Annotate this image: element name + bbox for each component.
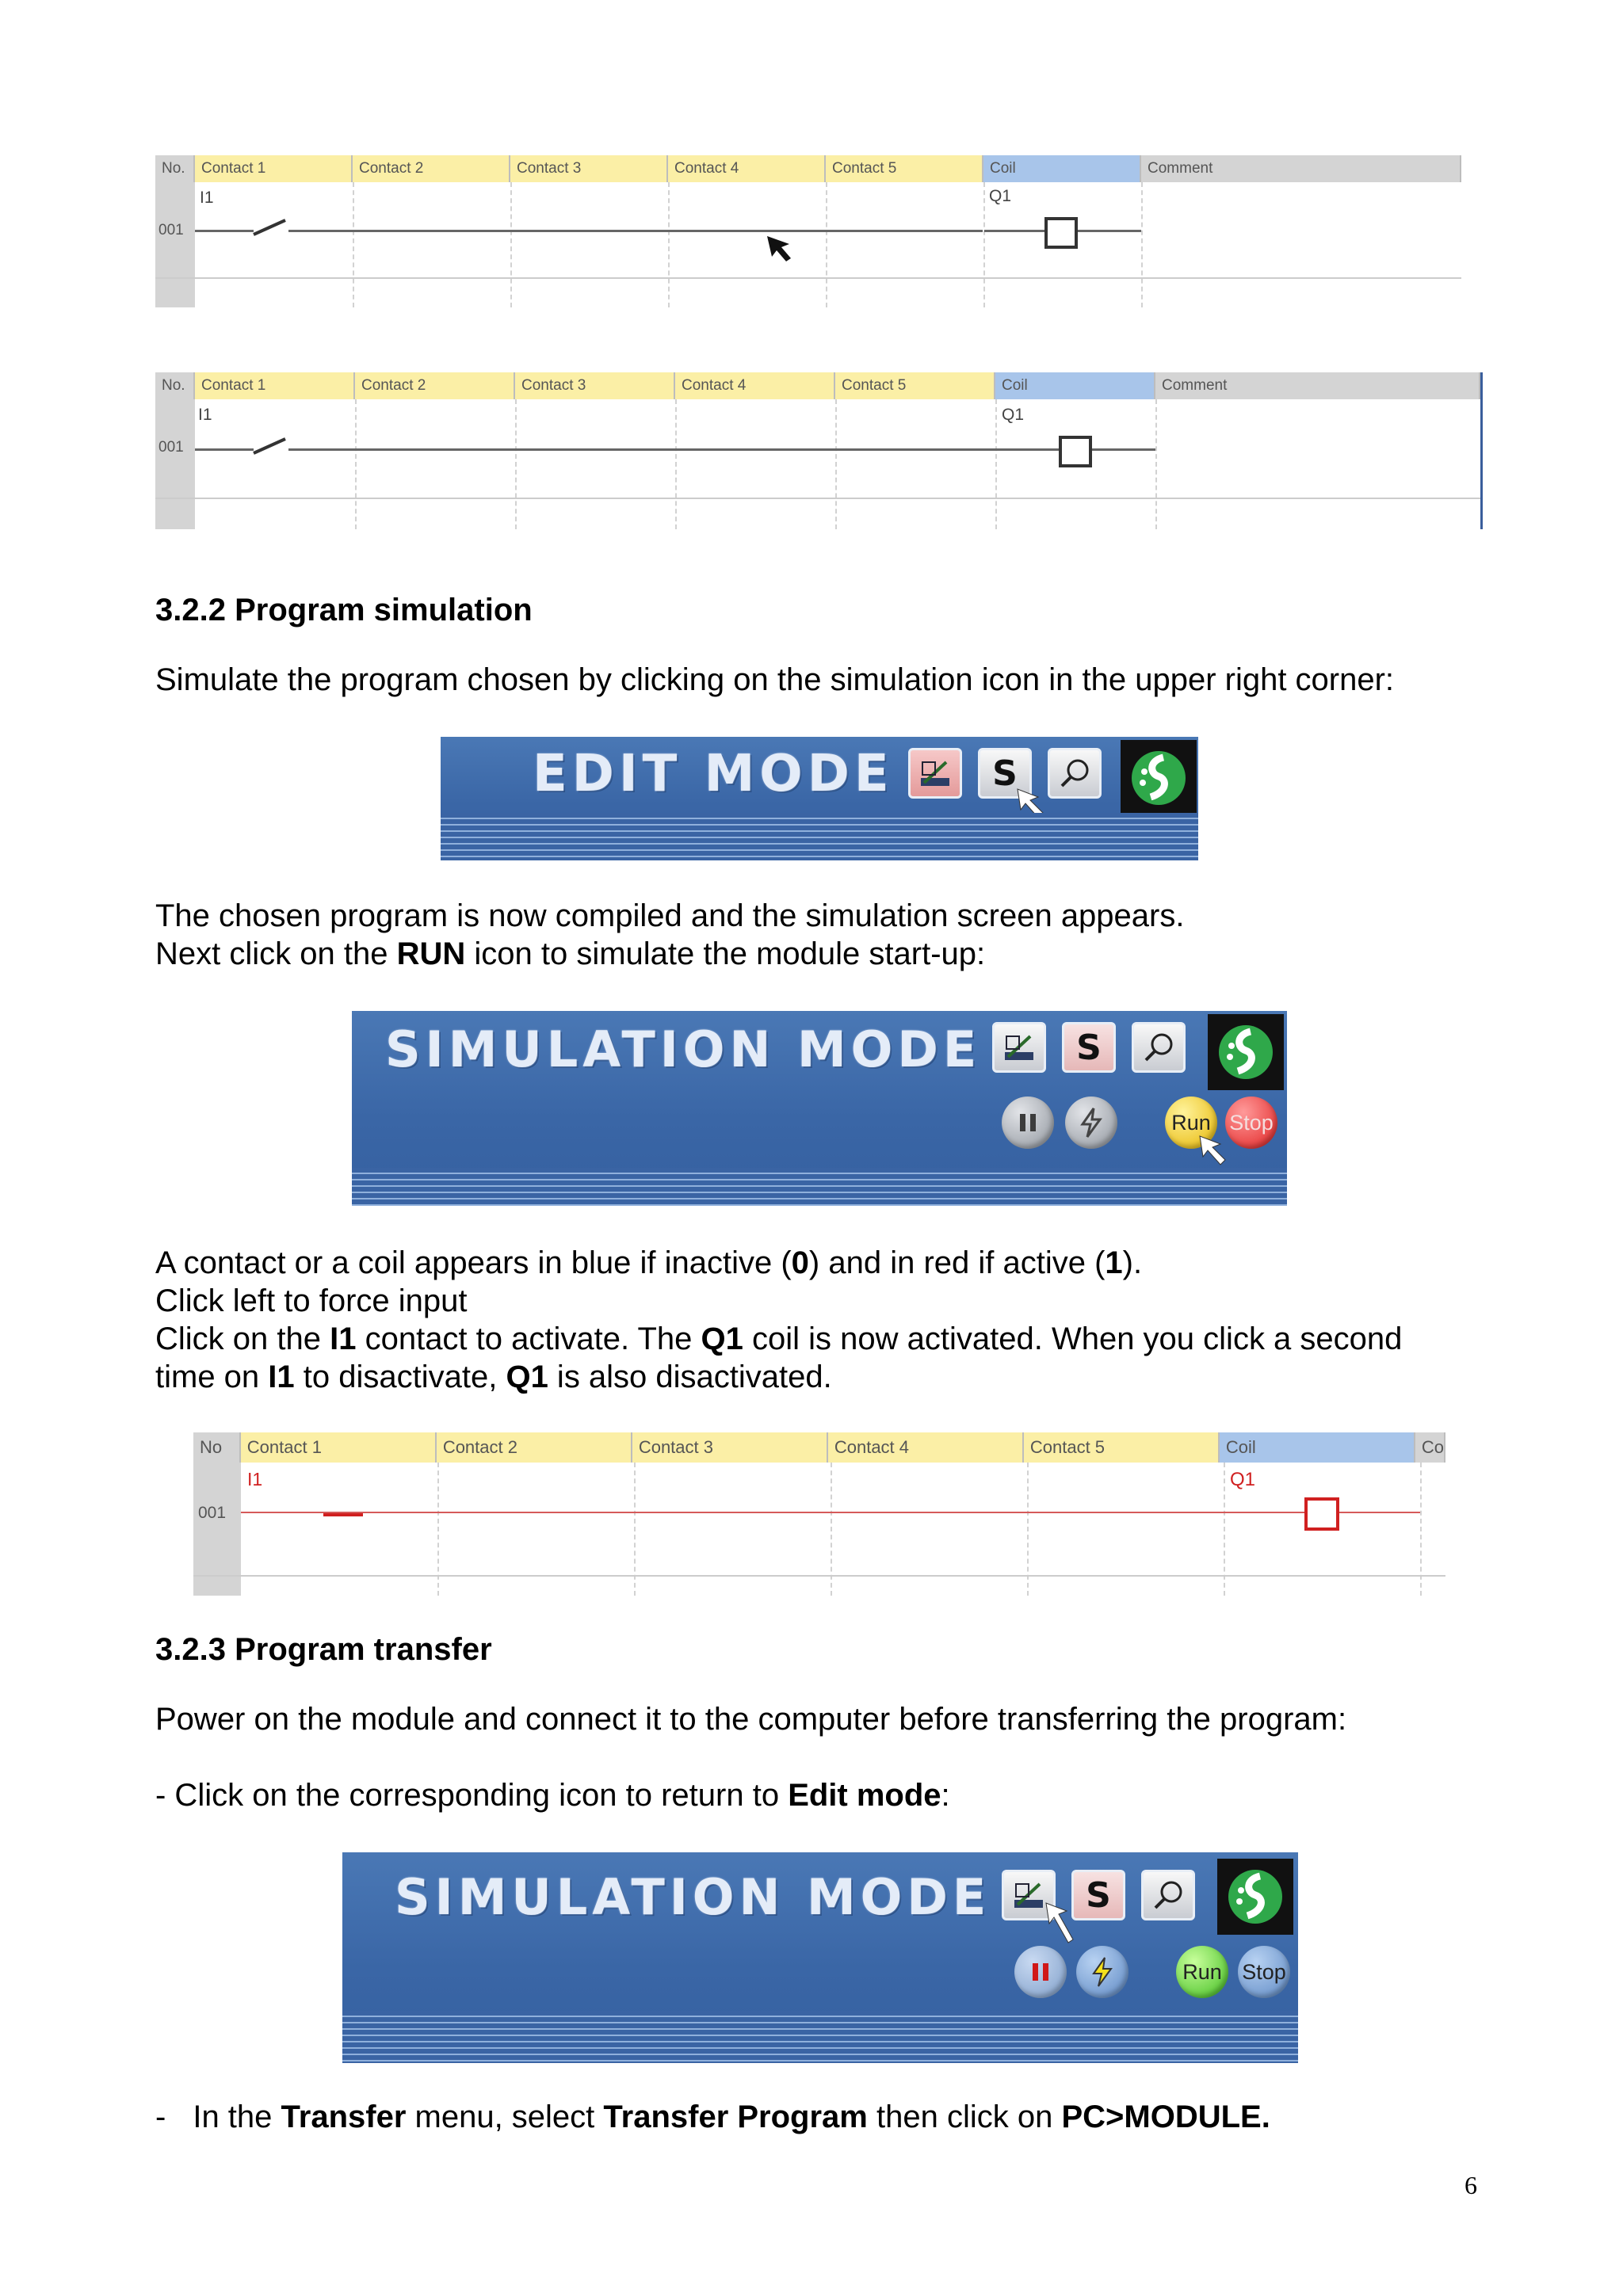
header-comment: Comment [1141,155,1461,182]
coil-symbol[interactable] [1304,1497,1339,1531]
crouzet-logo-icon [1127,746,1190,810]
simulation-icon: S [992,753,1018,794]
open-contact-icon[interactable] [252,436,288,456]
header-contact-1: Contact 1 [195,155,353,182]
crouzet-logo-icon [1214,1020,1277,1084]
simulation-button[interactable] [1062,1022,1116,1073]
edit-mode-button[interactable] [908,748,962,799]
header-no: No. [155,155,195,182]
simulation-icon: S [1086,1875,1111,1916]
header-contact-3: Contact 3 [515,372,675,399]
edit-mode-icon [1011,1879,1046,1911]
power-button[interactable] [1076,1946,1128,1998]
simulation-icon: S [1076,1027,1102,1068]
pause-button[interactable] [1002,1097,1054,1149]
crouzet-logo [1217,1859,1293,1935]
power-button[interactable] [1065,1097,1117,1149]
input-label: I1 [247,1469,263,1489]
monitoring-button[interactable] [1048,748,1102,799]
power-icon [1078,1107,1105,1138]
header-contact-3: Contact 3 [632,1432,828,1463]
header-comment: Co [1415,1432,1445,1463]
power-icon [1089,1956,1116,1988]
paragraph-simulate: Simulate the program chosen by clicking on the simulation icon in the upper right corner: [155,662,1395,697]
header-contact-2: Contact 2 [353,155,510,182]
section-heading-3-2-2: 3.2.2 Program simulation [155,593,533,627]
header-no: No. [155,372,195,399]
header-contact-3: Contact 3 [510,155,668,182]
edit-mode-icon [918,757,953,789]
header-contact-4: Contact 4 [668,155,826,182]
monitoring-button[interactable] [1141,1870,1195,1920]
edit-mode-toolbar [441,737,1198,860]
monitor-zoom-icon [1151,1878,1186,1913]
header-comment: Comment [1155,372,1480,399]
stop-button[interactable]: Stop [1225,1097,1277,1149]
pause-button[interactable] [1014,1946,1067,1998]
edit-mode-icon [1002,1032,1037,1063]
simulation-button[interactable] [1071,1870,1125,1920]
crouzet-logo [1208,1014,1284,1090]
ladder-body [155,399,1480,529]
header-contact-4: Contact 4 [675,372,835,399]
header-contact-2: Contact 2 [437,1432,632,1463]
ladder-header [155,155,1461,182]
monitor-zoom-icon [1141,1030,1176,1065]
coil-label: Q1 [1002,406,1025,424]
input-label: I1 [200,189,214,207]
paragraph-return-edit: - Click on the corresponding icon to return to Edit mode: [155,1778,950,1813]
header-contact-4: Contact 4 [828,1432,1024,1463]
row-number-column [155,399,195,529]
row-number: 001 [198,1504,227,1522]
paragraph-compiled: The chosen program is now compiled and the simulation screen appears. Next click on the RUN icon to simulate the module start-up: [155,898,1185,971]
pause-icon [1029,1960,1052,1984]
header-contact-2: Contact 2 [355,372,515,399]
stop-button[interactable]: Stop [1238,1946,1290,1998]
page-number: 6 [1465,2171,1477,2199]
coil-label: Q1 [989,187,1012,205]
run-button[interactable]: Run [1176,1946,1228,1998]
mouse-cursor-icon [766,235,794,263]
paragraph-contact-states: A contact or a coil appears in blue if inactive (0) and in red if active (1). Click left to force input Click on the I1 contact to activate. The Q1 coil is now activated. When you click a second time on I1 to disactivate, Q1 is also disactivated. [155,1245,1403,1394]
header-contact-5: Contact 5 [826,155,983,182]
header-coil: Coil [995,372,1155,399]
header-no: No [193,1432,241,1463]
mode-title: SIMULATION MODE [395,1868,991,1926]
mode-title: SIMULATION MODE [385,1020,982,1078]
ladder-header [155,372,1480,399]
coil-label: Q1 [1230,1469,1256,1490]
ladder-grid-1 [155,155,1461,307]
ladder-body [193,1463,1445,1596]
simulation-mode-toolbar [352,1011,1287,1206]
input-label: I1 [198,406,212,424]
row-number-column [155,182,195,307]
monitoring-button[interactable] [1132,1022,1186,1073]
mode-title: EDIT MODE [533,745,894,803]
crouzet-logo-icon [1224,1865,1287,1928]
row-number: 001 [158,222,184,238]
run-button[interactable]: Run [1165,1097,1217,1149]
paragraph-transfer: - In the Transfer menu, select Transfer Program then click on PC>MODULE. [155,2100,1270,2134]
open-contact-icon[interactable] [252,217,288,238]
crouzet-logo [1121,740,1197,816]
header-contact-5: Contact 5 [835,372,995,399]
ladder-body [155,182,1461,307]
row-number: 001 [158,439,184,456]
ladder-header [193,1432,1445,1463]
section-heading-3-2-3: 3.2.3 Program transfer [155,1632,492,1667]
mouse-cursor-icon [1044,1901,1079,1947]
edit-mode-button[interactable] [992,1022,1046,1073]
paragraph-power-on: Power on the module and connect it to the computer before transferring the program: [155,1702,1347,1737]
header-coil: Coil [983,155,1141,182]
closed-contact-symbol[interactable] [323,1513,363,1516]
monitor-zoom-icon [1057,756,1092,791]
coil-symbol[interactable] [1059,436,1092,467]
header-contact-1: Contact 1 [195,372,355,399]
pause-icon [1016,1111,1040,1135]
ladder-grid-2 [155,372,1483,529]
header-coil: Coil [1220,1432,1415,1463]
header-contact-1: Contact 1 [241,1432,437,1463]
simulation-mode-toolbar-2 [342,1852,1298,2063]
ladder-grid-active [193,1432,1445,1596]
header-contact-5: Contact 5 [1024,1432,1220,1463]
coil-symbol[interactable] [1044,217,1078,249]
mouse-cursor-icon [1198,1135,1230,1169]
